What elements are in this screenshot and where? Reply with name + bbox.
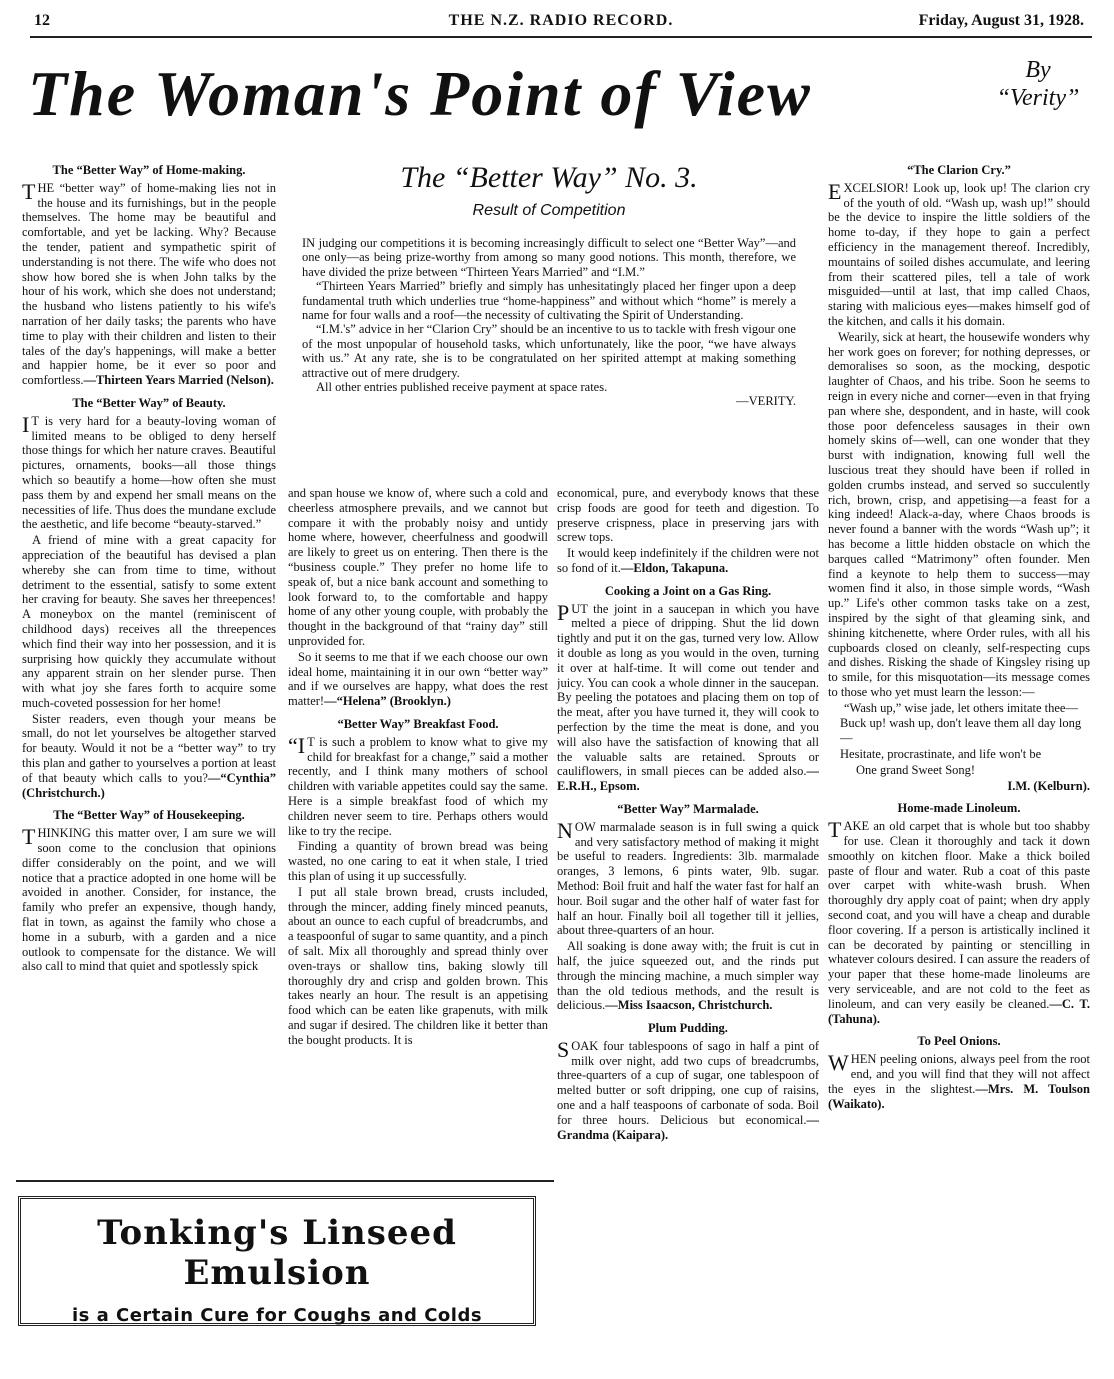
byline-name: “Verity” — [996, 85, 1080, 111]
article-text: NOW marmalade season is in full swing a quick and very satisfactory method of making it might be useful to readers. Ingredients: 3lb. marmalade oranges, 3 lemons, 6 pints water, 9lb. sugar. Method: Boil fruit and half the water fast for half an hour. Boil sugar and the other half of water fast for half an hour. Finally boil all together till it jellies, about three-quarters of an hour. — [557, 817, 819, 938]
ad-tagline: is a Certain Cure for Coughs and Colds — [71, 1305, 483, 1326]
feature-paragraph: “Thirteen Years Married” briefly and simply has unhesitatingly placed her finger upon a deep fundamental truth which underlies true “home-happiness” and without which “home” is merely a name for four walls and a roof—the necessity of cultivating the Spirit of Understanding. — [302, 279, 796, 323]
divider-rule — [16, 1180, 554, 1182]
byline — [988, 56, 1088, 112]
article-text: A friend of mine with a great capacity for appreciation of the beautiful has devised a plan whereby she can from time to time, without detriment to the essential, satisfy to some extent her craving for beauty. She saves her threepences! A moneybox on the mantel (reminiscent of childhood days) receives all the threepences which find their way into her possession, and it is surprising how quickly they accumulate without any apparent strain on her slender purse. Then with what joy she fares forth to acquire some much-coveted possession for her home! — [22, 533, 276, 710]
column-3 — [557, 486, 819, 1354]
drop-cap: T — [828, 817, 842, 843]
article-signature: I.M. (Kelburn). — [1007, 778, 1090, 793]
feature-paragraph: “I.M.'s” advice in her “Clarion Cry” should be an incentive to us to tackle with fresh vigour one of the most unpopular of household tasks, which unfortunately, like the poor, “we have always with us.” At any rate, she is to be congratulated on her spirited attempt at making something attractive out of mere drudgery. — [302, 322, 796, 380]
verse-line: Buck up! wash up, don't leave them all day long— — [840, 716, 1082, 746]
article-text: I T is very hard for a beauty-loving woman of limited means to be obliged to deny herself those things for which her nature craves. Beautiful pictures, ornaments, books—all those things which so beautify a home—how often she must pass them by and expend her small means on the necessities of life. Thus does the mundane exclude the aesthetic, and life become “beauty-starved.” — [22, 411, 276, 532]
article-text: I put all stale brown bread, crusts included, through the mincer, adding finely minced peanuts, about an ounce to each cupful of breadcrumbs, and a teaspoonful of sugar to same quantity, and a pinch of salt. Mix all thoroughly and spread thinly over oven-trays or shallow tins, baking slowly till thoroughly dry and crisp and golden brown. This takes nearly an hour. The result is an appetising food which can be eaten like grapenuts, with milk and sugar if desired. The children like it better than the bought products. It is — [288, 884, 548, 1047]
feature-signature: —VERITY. — [736, 394, 796, 409]
page-header — [30, 8, 1092, 38]
drop-cap: T — [22, 824, 36, 850]
article-text: economical, pure, and everybody knows that these crisp foods are good for teeth and digestion. To preserve crispness, place in preserving jars with screw tops. — [557, 486, 819, 545]
feature-title: The “Better Way” No. 3. — [400, 161, 698, 194]
article-text: WHEN peeling onions, always peel from the root end, and you will find that they will not affect the eyes in the slightest.—Mrs. M. Toulson (Waikato). — [828, 1050, 1090, 1111]
page-number: 12 — [34, 12, 50, 29]
article-title: “The Clarion Cry.” — [907, 163, 1011, 177]
drop-cap: S — [557, 1036, 570, 1062]
article-text: EXCELSIOR! Look up, look up! The clarion cry of the youth of old. “Wash up, wash up!” should be the device to inspire the little soldiers of the home to-day, if they hope to gain a perfect efficiency in the management thereof. Incredibly, mountains of soiled dishes accumulate, and leering from their scattered piles, tell a tale of work misguided—until at last, that imp called Chaos, staring with malicious eyes—makes himself god of the kitchen, and calls it his domain. — [828, 178, 1090, 328]
article-text: and span house we know of, where such a cold and cheerless atmosphere prevails, and we cannot but compare it with the probably noisy and untidy home where, however, cheerfulness and goodwill are likely to greet us on entering. Then there is the “business couple.” They prefer no home life to speak of, but a nice bank account and something to look forward to, to the comfortable and happy home of any other young couple, with probably the thought in the background of that “rainy day” still unprovided for. — [288, 486, 548, 648]
article-title: “Better Way” Breakfast Food. — [337, 716, 499, 731]
advertisement — [18, 1196, 536, 1326]
article-text: All soaking is done away with; the fruit is cut in half, the juice squeezed out, and the rinds put through the mincing machine, a much simpler way than the old tedious methods, and the result is delicious.—Miss Isaacson, Christchurch. — [557, 939, 819, 1013]
article-signature: —Grandma (Kaipara). — [557, 1112, 819, 1142]
verse — [828, 701, 1090, 778]
column-1 — [22, 163, 276, 1179]
article-text: Sister readers, even though your means be small, do not let yourselves be altogether starved for beauty. Would it not be a “better way” to try this plan and gather to yourselves a portion at least of that beauty which calls to you?—“Cynthia” (Christchurch.) — [22, 711, 276, 800]
drop-cap: P — [557, 599, 570, 625]
verse-line: One grand Sweet Song! — [856, 762, 976, 777]
column-4 — [828, 163, 1090, 1356]
drop-cap: I — [22, 411, 30, 437]
article-title: The “Better Way” of Beauty. — [72, 395, 226, 410]
article-text: PUT the joint in a saucepan in which you have melted a piece of dripping. Shut the lid down tightly and put it on the gas, turned very low. Allow it double as long as you would in the oven, turning it over at half-time. It will come out tender and juicy. You can cook a whole dinner in the saucepan. By peeling the potatoes and placing them on top of the meat, after you have turned it, they will cook to perfection by the time the meat is done, and you will also have the satisfaction of knowing that all the valuable salts are retained. Sprouts or cauliflowers, in small pieces can be added also.—E.R.H., Epsom. — [557, 599, 819, 794]
article-signature: —Mrs. M. Toulson (Waikato). — [828, 1081, 1090, 1111]
article-text: “I T is such a problem to know what to give my child for breakfast for a change,” said a mother recently, and I think many mothers of school children with variable appetites could say the same. Here is a simple breakfast food of which my children never seem to tire. Perhaps others would like to try the recipe. — [288, 732, 548, 838]
article-text: THE “better way” of home-making lies not in the house and its furnishings, but in the people themselves. The home may be beautiful and comfortable, and yet be lacking. Why? Because the tender, patient and sympathetic spirit of understanding is not there. The wife who does not show how bored she is when John talks by the hour of his work, which she does not understand; the husband who listens patiently to his wife's narration of her daily tasks; the parents who have time to play with their children and listen to their tales of the day's happenings, will make a better and happier home, be it ever so poor and comfortless.—Thirteen Years Married (Nelson). — [22, 178, 276, 388]
article-text: THINKING this matter over, I am sure we will soon come to the conclusion that opinions differ considerably on the point, and we will notice that a practice adopted in one home will be avoided in another. Consider, for instance, the family who prefer an expensive, though handy, flat in town, as against the family who chose a home in a suburb, with a garden and a nice outlook to compensate for the distance. We will also call to mind that quiet and spotlessly spick — [22, 824, 276, 974]
article-text: TAKE an old carpet that is whole but too shabby for use. Clean it thoroughly and tack it down smoothly on kitchen floor. Make a thick boiled paste of flour and water. Rub a coat of this paste over carpet with white-wash brush. When thoroughly dry apply coat of paint; when dry apply second coat, and you will have a cheap and durable floor covering. If a person is artistically inclined it can be decorated by painting or stencilling in whatever colours desired. I can assure the readers of your paper that these home-made linoleums are very serviceable, and are not cold to the feet as linoleum, and can very easily be cleaned.—C. T. (Tahuna). — [828, 817, 1090, 1026]
verse-line: Hesitate, procrastinate, and life won't be — [840, 747, 1042, 762]
column-2 — [288, 486, 548, 1176]
verse-line: “Wash up,” wise jade, let others imitate thee— — [844, 700, 1078, 715]
masthead-title: The Woman's Point of View — [28, 58, 812, 129]
article-signature: —Miss Isaacson, Christchurch. — [605, 998, 773, 1013]
publication-name: THE N.Z. RADIO RECORD. — [448, 12, 674, 29]
article-title: Home-made Linoleum. — [897, 801, 1021, 816]
article-text: Wearily, sick at heart, the housewife wonders why her work goes on forever; for nothing depresses, or demoralises so soon, as the mocking, despotic laughter of Chaos, and his tribe. Soon he seems to reign in every niche and corner—even in that frying pan where she, despondent, and in haste, will cook those poor defenceless sausages in their own homely skins of—well, can one wonder that they burst with indignation, knowing full well the luscious treat they should have been if rolled in golden crumbs instead, and served so succulently rich, brown, crisp, and appetising—a feast for a king indeed! Alack-a-day, where Chaos broods is never found a banner with the words “Wash up”; it has become a little hidden obstacle on which the barques called “Matrimony” often founder. Men find a keynote to help them to success—may women find it also, in those simple words, “Wash up.” Life's other common tasks take on a zest, inspired by the sight of that gleaming sink, and shining kitchenette, where Order rules, with all his cupboards closed on cleanly, self-respecting cups and dishes. Risking the shade of Kingsley rising up to smile, for this misquotation—its message comes to those who yet must learn the lesson:— — [828, 329, 1090, 699]
article-text: Finding a quantity of brown bread was being wasted, no one caring to eat it when stale, I tried this plan of using it up successfully. — [288, 839, 548, 883]
article-text: SOAK four tablespoons of sago in half a pint of milk over night, add two cups of breadcrumbs, three-quarters of a cup of sugar, one tablespoon of melted butter or soft dripping, one cup of raisins, one and a half teaspoons of carbonate of soda. Boil for three hours. Delicious but economical.—Grandma (Kaipara). — [557, 1036, 819, 1142]
ad-brand: Tonking's Linseed Emulsion — [97, 1213, 457, 1293]
by-label: By — [1025, 57, 1051, 83]
drop-cap: T — [22, 178, 36, 204]
feature-subtitle: Result of Competition — [472, 202, 626, 219]
drop-cap: N — [557, 817, 573, 843]
article-signature: —“Helena” (Brooklyn.) — [324, 694, 451, 709]
article-title: Plum Pudding. — [648, 1021, 728, 1036]
article-text: So it seems to me that if we each choose our own ideal home, maintaining it in our own “better way” and if we ourselves are happy, what does the rest matter!—“Helena” (Brooklyn.) — [288, 649, 548, 709]
article-signature: —C. T. (Tahuna). — [828, 996, 1090, 1026]
article-text: It would keep indefinitely if the children were not so fond of it.—Eldon, Takapuna. — [557, 546, 819, 575]
article-signature: —“Cynthia” (Christchurch.) — [22, 770, 276, 800]
article-signature: —E.R.H., Epsom. — [557, 764, 819, 794]
feature-paragraph: IN judging our competitions it is becoming increasingly difficult to select one “Better Way”—and one only—as being prize-worthy from among so many good notions. This month, therefore, we have divided the prize between “Thirteen Years Married” and “I.M.” — [302, 236, 796, 279]
issue-date: Friday, August 31, 1928. — [918, 12, 1084, 29]
article-title: Cooking a Joint on a Gas Ring. — [604, 583, 772, 598]
drop-cap: W — [828, 1050, 849, 1076]
article-title: To Peel Onions. — [917, 1034, 1001, 1049]
feature-paragraph: All other entries published receive payment at space rates. — [316, 380, 608, 395]
article-signature: —Thirteen Years Married (Nelson). — [83, 373, 274, 388]
drop-cap: “I — [288, 732, 306, 758]
article-title: The “Better Way” of Housekeeping. — [53, 808, 245, 823]
article-title: “Better Way” Marmalade. — [617, 801, 759, 816]
feature-article — [302, 160, 796, 472]
drop-cap: E — [828, 178, 842, 204]
article-signature: —Eldon, Takapuna. — [620, 560, 729, 575]
article-title: The “Better Way” of Home-making. — [52, 163, 246, 177]
masthead — [28, 50, 1088, 138]
